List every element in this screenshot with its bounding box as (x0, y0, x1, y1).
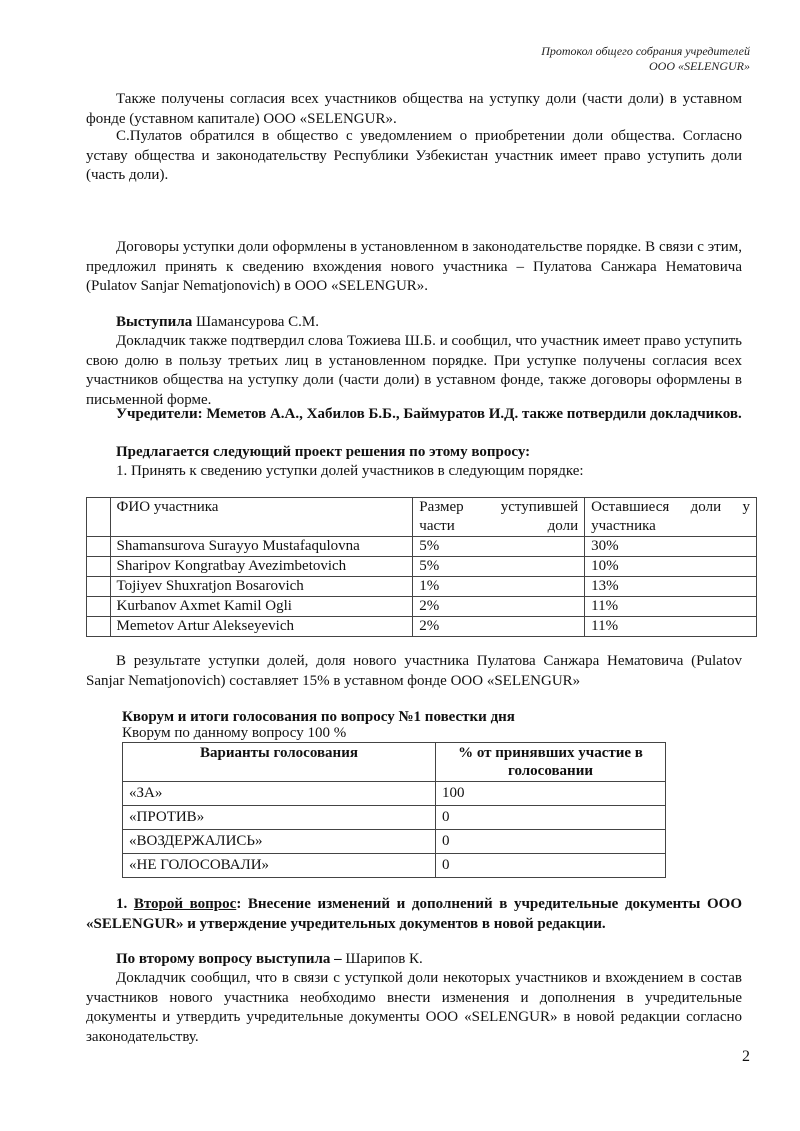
table-row (123, 830, 666, 854)
remaining-share: 10% (585, 557, 757, 577)
vote-option: «ЗА» (123, 782, 436, 806)
shares-table-header (87, 498, 757, 537)
participant-name: Tojiyev Shuxratjon Bosarovich (110, 577, 413, 597)
table-row (87, 537, 757, 557)
transferred-share: 5% (413, 557, 585, 577)
header-cell-name: ФИО участника (110, 498, 413, 537)
table-row (123, 854, 666, 878)
second-question (86, 895, 742, 934)
remaining-share: 11% (585, 617, 757, 637)
vote-option: «ПРОТИВ» (123, 806, 436, 830)
paragraph-second-speaker (86, 950, 742, 970)
vote-header-options: Варианты голосования (123, 743, 436, 782)
header-cell-remaining: Оставшиеся доли у участника (585, 498, 757, 537)
paragraph-consent: Также получены согласия всех участников общества на уступку доли (части доли) в уставном фонде (уставном капитале) ООО «SELENGUR». (86, 91, 742, 127)
paragraph-founders: Учредители: Меметов А.А., Хабилов Б.Б., Баймуратов И.Д. также потвердили докладчиков. (116, 406, 742, 422)
participant-name: Memetov Artur Alekseyevich (110, 617, 413, 637)
paragraph-pulatov-notice: С.Пулатов обратился в общество с уведомлением о приобретении доли общества. Согласно уставу общества и законодательству Республики Узбекистан участник имеет право уступить доли (часть доли). (86, 128, 742, 183)
quorum-title: Кворум и итоги голосования по вопросу №1 повестки дня (122, 709, 515, 725)
shares-table (86, 497, 757, 637)
paragraph-decision-item-1: 1. Принять к сведению уступки долей участников в следующим порядке: (116, 463, 584, 479)
paragraph-second-report: Докладчик сообщил, что в связи с уступкой доли некоторых участников и вхождением в состав участников нового участника необходимо внести изменения и дополнения в учредительные документы и утвердить учредительные документы ООО «SELENGUR» в новой редакции согласно законодательству. (86, 970, 742, 1045)
page-number: 2 (742, 1048, 750, 1065)
second-speaker-name: Шарипов К. (341, 951, 423, 967)
paragraph-speaker (86, 313, 742, 333)
vote-percent: 0 (436, 854, 666, 878)
quorum-line: Кворум по данному вопросу 100 % (122, 725, 347, 741)
vote-option: «НЕ ГОЛОСОВАЛИ» (123, 854, 436, 878)
participant-name: Sharipov Kongratbay Avezimbetovich (110, 557, 413, 577)
header-line-1: Протокол общего собрания учредителей (541, 44, 750, 58)
vote-table-header (123, 743, 666, 782)
paragraph-result-share: В результате уступки долей, доля нового участника Пулатова Санжара Нематовича (Pulatov Sanjar Nematjonovich) составляет 15% в уставном фонде ООО «SELENGUR» (86, 653, 742, 689)
header-cell-transferred: Размер уступившей части доли (413, 498, 585, 537)
paragraph-draft-decision: Предлагается следующий проект решения по этому вопросу: (116, 444, 531, 460)
transferred-share: 5% (413, 537, 585, 557)
transferred-share: 1% (413, 577, 585, 597)
table-row (123, 782, 666, 806)
second-speaker-label: По второму вопросу выступила – (116, 951, 342, 967)
remaining-share: 11% (585, 597, 757, 617)
speaker-label: Выступила (116, 314, 193, 330)
header-line-2: ООО «SELENGUR» (649, 59, 750, 73)
paragraph-agreements: Договоры уступки доли оформлены в установленном в законодательстве порядке. В связи с этим, предложил принять к сведению вхождения нового участника – Пулатова Санжара Нематовича (Pulatov Sanjar Nematjonovich) в ООО «SELENGUR». (86, 239, 742, 294)
participant-name: Kurbanov Axmet Kamil Ogli (110, 597, 413, 617)
second-question-number: 1. (116, 896, 134, 912)
second-question-label: Второй вопрос (133, 896, 237, 912)
transferred-share: 2% (413, 597, 585, 617)
speaker-name: Шамансурова С.М. (192, 314, 319, 330)
participant-name: Shamansurova Surayyo Mustafaqulovna (110, 537, 413, 557)
vote-header-percent: % от принявших участие в голосовании (436, 743, 666, 782)
table-row (87, 557, 757, 577)
vote-option: «ВОЗДЕРЖАЛИСЬ» (123, 830, 436, 854)
table-row (87, 577, 757, 597)
remaining-share: 13% (585, 577, 757, 597)
table-row (87, 597, 757, 617)
remaining-share: 30% (585, 537, 757, 557)
second-question-text: : Внесение изменений и дополнений в учредительные документы ООО «SELENGUR» и утверждение учредительных документов в новой редакции. (86, 896, 743, 932)
vote-percent: 0 (436, 806, 666, 830)
page-header (541, 44, 750, 74)
table-row (87, 617, 757, 637)
transferred-share: 2% (413, 617, 585, 637)
vote-percent: 100 (436, 782, 666, 806)
vote-percent: 0 (436, 830, 666, 854)
vote-table (122, 742, 666, 878)
table-row (123, 806, 666, 830)
paragraph-speaker-report: Докладчик также подтвердил слова Тожиева Ш.Б. и сообщил, что участник имеет право уступить свою долю в пользу третьих лиц в установленном порядке. При уступке получены согласия всех участников общества на уступку доли (части доли) в уставном фонде, также договоры оформлены в письменной форме. (86, 333, 742, 408)
